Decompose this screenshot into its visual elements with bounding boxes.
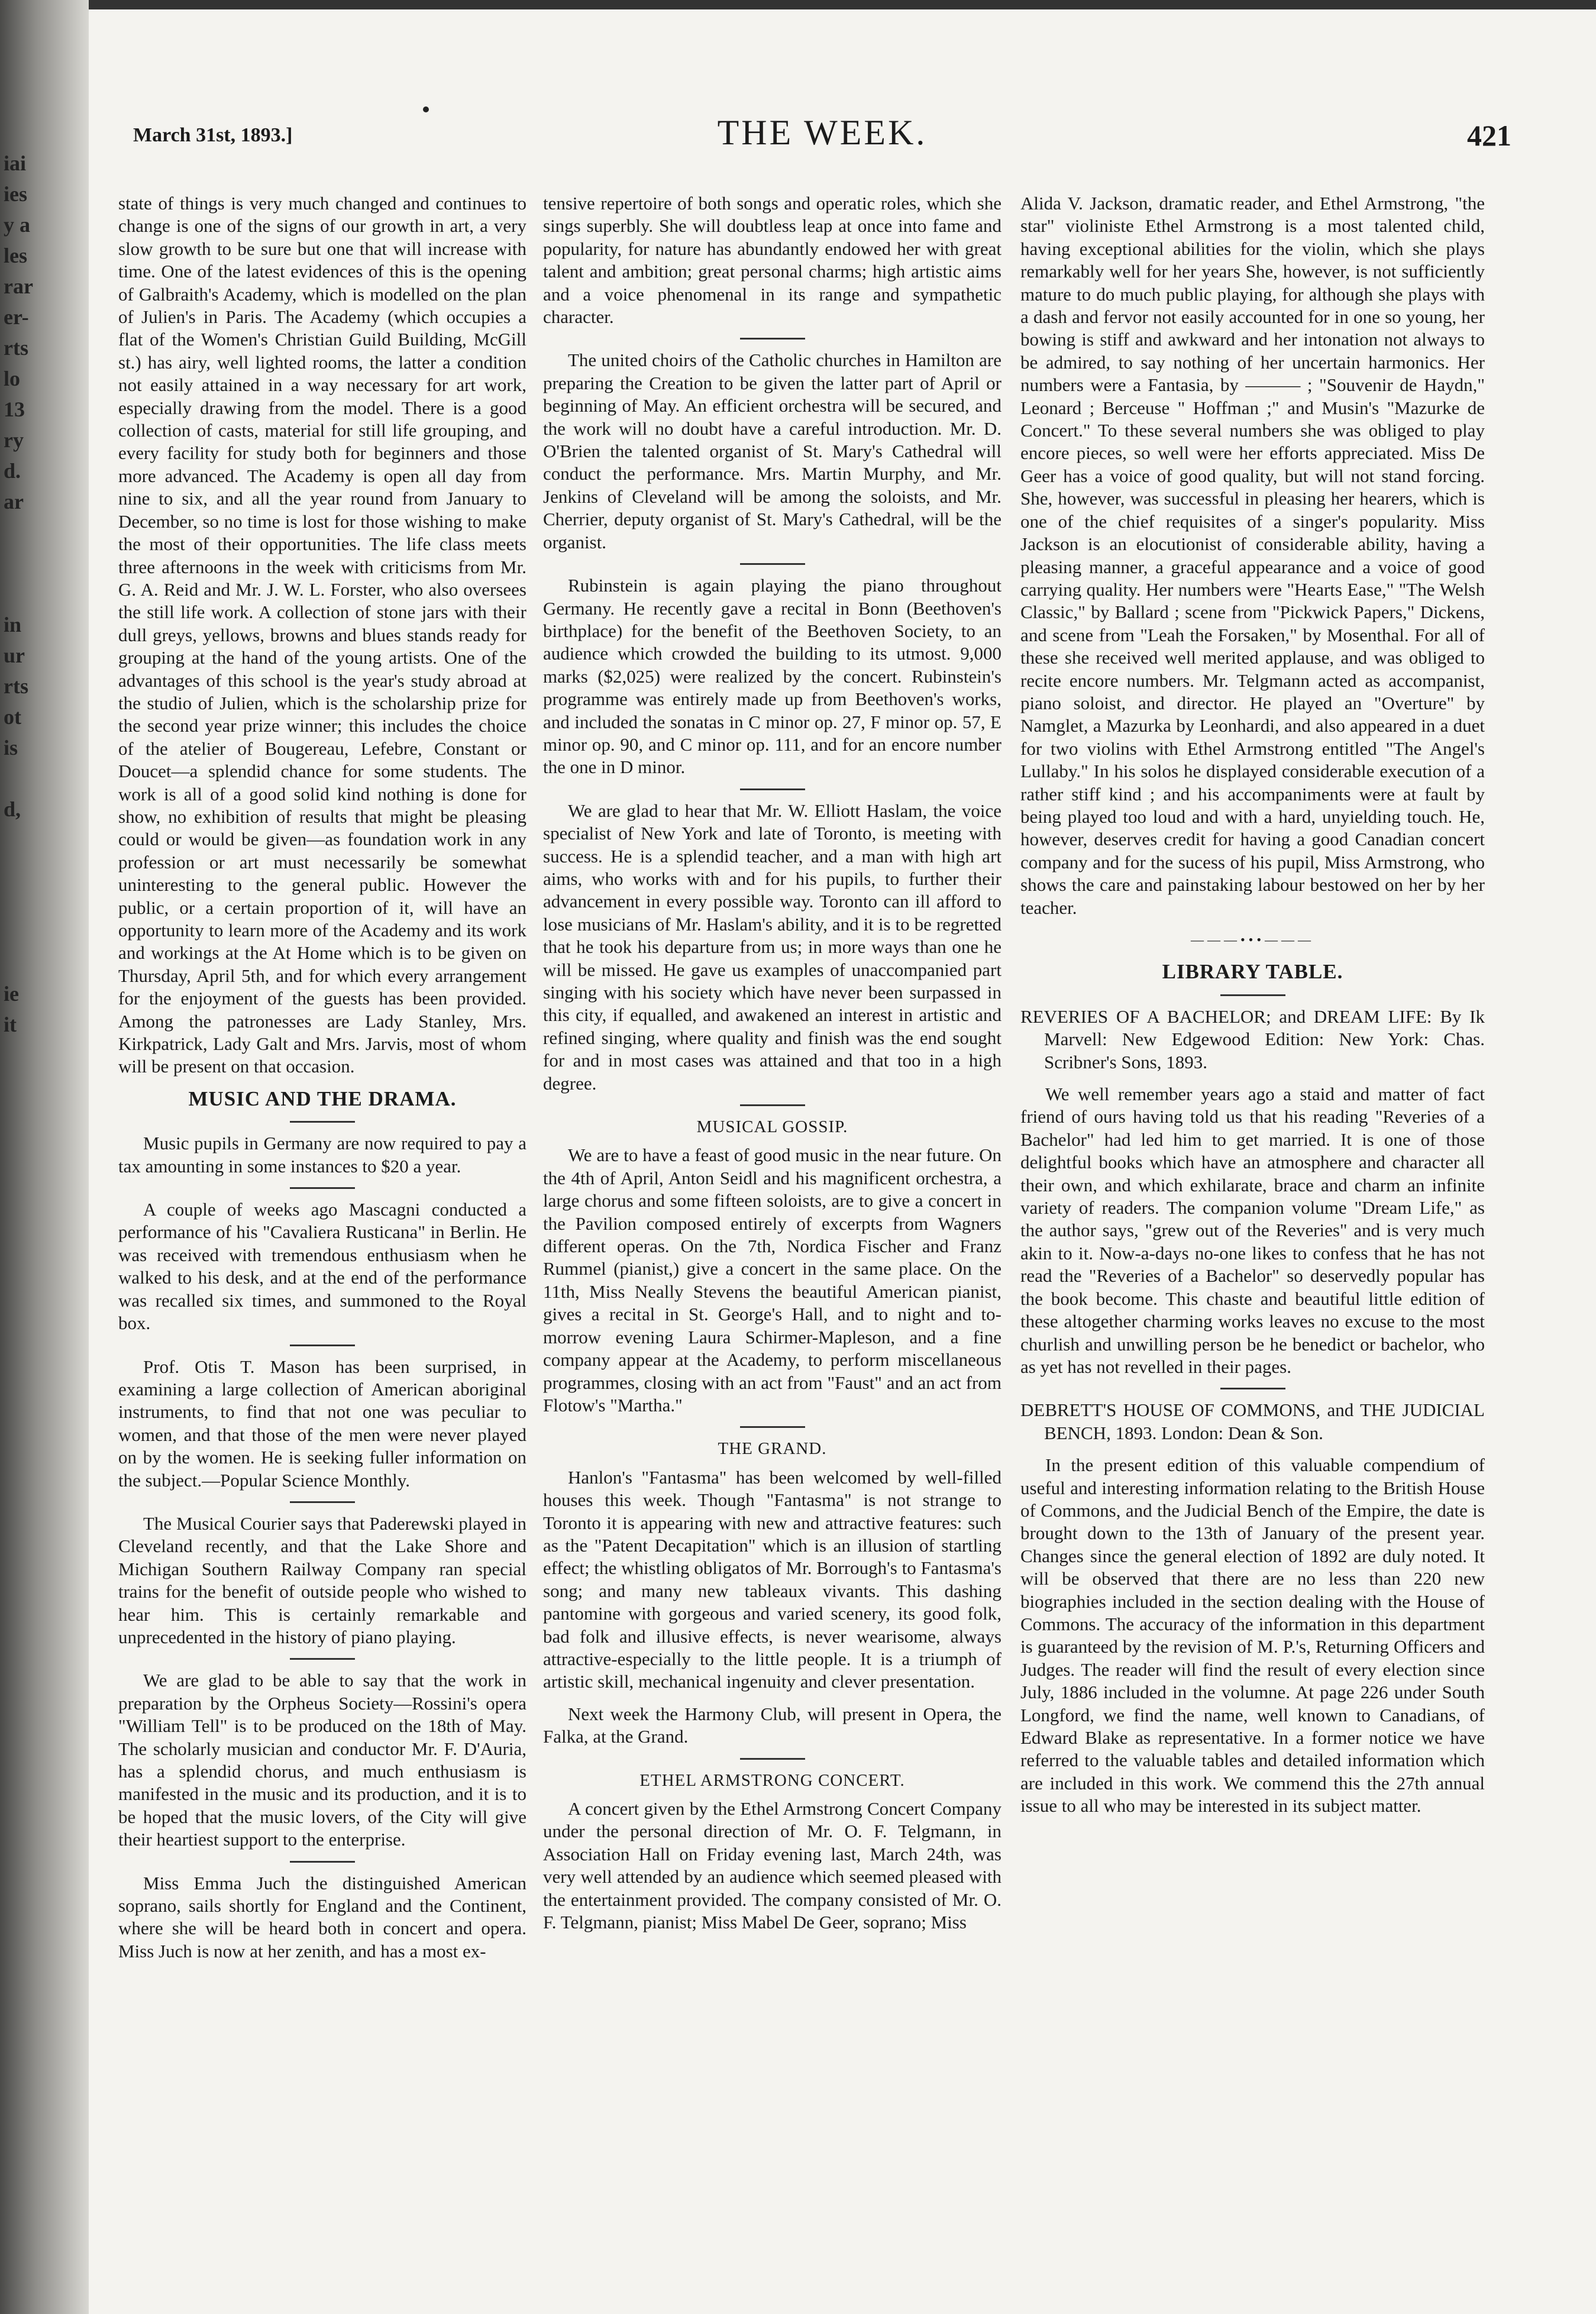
concert-paragraph: A concert given by the Ethel Armstrong Concert Company under the personal direction of Mr. O. F. Telgmann, in Association Hall on Friday evening last, March 24th, was very well attended by an audience which seemed pleased with the entertainment provided. The company consisted of Mr. O. F. Telgmann, pianist; Miss Mabel De Geer, soprano; Miss [543,1798,1001,1933]
divider [290,1187,355,1189]
column-right [1020,192,1485,2298]
divider [740,1104,805,1106]
ornament-divider: ———•••——— [1190,932,1315,947]
divider [290,1861,355,1863]
fantasma-paragraph: Hanlon's "Fantasma" has been welcomed by well-filled houses this week. Though "Fantasma" is not strange to Toronto it is appearing with new and attractive features: such as the "Patent Decapitation" which is an illusion of startling effect; the whistling obligatos of Mr. Borrough's to Fantasma's song; and many new tableaux vivants. This dashing pantomine with gorgeous and varied scenery, its good folk, bad folk and illusive effects, is never wearisome, always attractive-especially to the little people. It is a triumph of artistic skill, mechanical ingenuity and clever presentation. [543,1466,1001,1692]
section-heading-armstrong-concert: ETHEL ARMSTRONG CONCERT. [639,1770,905,1790]
section-heading-musical-gossip: MUSICAL GOSSIP. [696,1117,848,1137]
music-item-germany: Music pupils in Germany are now required to pay a tax amounting in some instances to $20 a year. [118,1133,526,1177]
music-item-paderewski: The Musical Courier says that Paderewski played in Cleveland recently, and that the Lake Shore and Michigan Southern Railway Company ran special trains for the benefit of outside people who wished to hear him. This is certainly remarkable and unprecedented in the history of piano playing. [118,1512,526,1647]
rubinstein-item: Rubinstein is again playing the piano throughout Germany. He recently gave a recital in Bonn (Beethoven's birthplace) for the benefit of the Beethoven Society, to an audience which crowded the building to its utmost. 9,000 marks ($2,025) were realized by the concert. Rubinstein's programme was entirely made up from Beethoven's works, and included the sonatas in C minor op. 27, F minor op. 57, E minor op. 90, and C minor op. 111, and for an encore number the one in D minor. [543,575,1001,778]
top-border [89,0,1596,9]
publication-title: THE WEEK. [717,113,928,152]
divider [290,1121,355,1123]
column-middle [543,192,1001,2298]
divider [740,1758,805,1760]
gossip-paragraph: We are to have a feast of good music in the near future. On the 4th of April, Anton Seidl and his magnificent orchestra, a large chorus and some fifteen soloists, are to give a concert in the Pavilion composed entirely of excerpts from Wagners different operas. On the 7th, Nordica Fischer and Franz Rummel (pianist,) give a concert in the same place. On the 11th, Miss Neally Stevens the beautiful American pianist, gives a recital in St. George's Hall, and to night and to-morrow evening Laura Schirmer-Mapleson, and a fine company appear at the Academy, to perform miscellaneous programmes, closing with an act from "Faust" and an act from Flotow's "Martha." [543,1145,1001,1415]
divider [290,1501,355,1503]
section-heading-music-drama: MUSIC AND THE DRAMA. [188,1087,457,1110]
hamilton-choirs: The united choirs of the Catholic churches in Hamilton are preparing the Creation to be given the latter part of April or beginning of May. An efficient orchestra will be secured, and the work will no doubt have a careful introduction. Mr. D. O'Brien the talented organist of St. Mary's Cathedral will conduct the performance. Mrs. Martin Murphy, and Mr. Jenkins of Cleveland will be among the soloists, and Mr. Cherrier, deputy organist of St. Mary's Cathedral, will be the organist. [543,350,1001,552]
divider [740,788,805,790]
section-heading-the-grand: THE GRAND. [718,1439,827,1459]
divider [740,1426,805,1428]
review-debrett: In the present edition of this valuable compendium of useful and interesting information relating to the British House of Commons, and the Judicial Bench of the Empire, the date is brought down to the 13th of January of the present year. Changes since the general election of 1892 are duly noted. It will be observed that there are no less than 220 new biographies included in the section dealing with the House of Commons. The accuracy of the information in this department is guaranteed by the revision of M. P.'s, Returning Officers and Judges. The reader will find the result of every election since July, 1886 included in the volumne. At page 226 under South Longford, we find the name, well known to Canadians, of Edward Blake as representative. In a former notice we have referred to the valuable tables and detailed information which are included in this work. We commend this the 27th annual issue to all who may be interested in its subject matter. [1020,1455,1485,1817]
haslam-item: We are glad to hear that Mr. W. Elliott Haslam, the voice specialist of New York and late of Toronto, is meeting with success. He is a splendid teacher, and a man with high art aims, who works with and for his pupils, to further their advancement in every possible way. Toronto can ill afford to lose musicians of Mr. Haslam's ability, and it is to be regretted that he took his departure from us; in more ways than one he will be missed. He gave us examples of unaccompanied part singing with his society which have never been surpassed in this city, if equalled, and awakened an interest in artistic and refined singing, where quality and finish was the end sought for and in most cases was attained and that too in a high degree. [543,800,1001,1094]
divider [740,338,805,340]
page-header [133,112,1511,177]
divider [1220,994,1285,996]
music-item-mason: Prof. Otis T. Mason has been surprised, in examining a large collection of American aboriginal instruments, to find that not one was peculiar to women, and that those of the men were never played on by the women. He is seeking fuller information on the subject.—Popular Science Monthly. [118,1356,526,1491]
concert-continued: Alida V. Jackson, dramatic reader, and Ethel Armstrong, "the star" violiniste Ethel Armstrong is a most talented child, having exceptional abilities for the violin, which she plays remarkably well for her years She, however, is not sufficiently mature to do much public playing, for although she plays with a dash and fervor not easily accounted for in one so young, her bowing is stiff and awkward and her intonation not always to be admired, to say nothing of her uncertain harmonics. Her numbers were a Fantasia, by ——— ; "Souvenir de Haydn," Leonard ; Berceuse " Hoffman ;" and Musin's "Mazurke de Concert." To these several numbers she was obliged to play encore pieces, so well were her efforts appreciated. Miss De Geer has a voice of good quality, but will not stand forcing. She, however, was successful in pleasing her hearers, which is one of the chief requisites of a singer's popularity. Miss Jackson is an elocutionist of considerable ability, having a pleasing manner, a graceful appearance and a voice of good carrying quality. Her numbers were "Hearts Ease," "The Welsh Classic," by Ballard ; scene from "Pickwick Papers," Dickens, and scene from "Leah the Forsaken," by Mosenthal. For all of these she received well merited applause, and was obliged to recite encore numbers. Mr. Telgmann acted as accompanist, piano soloist, and director. He played an "Overture" by Namglet, a Mazurka by Leonhardi, and also appeared in a duet for two violins with Ethel Armstrong entitled "The Angel's Lullaby." In his solos he displayed considerable execution of a rather stiff kind ; and his accompaniments were at fault by being played too loud and with a hard, unyielding touch. He, however, deserves credit for having a good Canadian concert company and for the sucess of his pupil, Miss Armstrong, who shows the care and painstaking labour bestowed on her by her teacher. [1020,193,1485,918]
music-item-mascagni: A couple of weeks ago Mascagni conducted a performance of his "Cavaliera Rusticana" in Berlin. He was received with tremendous enthusiasm when he walked to his desk, and at the end of the performance was recalled six times, and summoned to the Royal box. [118,1199,526,1334]
music-item-william-tell: We are glad to be able to say that the work in preparation by the Orpheus Society—Rossini's opera "William Tell" is to be produced on the 18th of May. The scholarly musician and conductor Mr. F. D'Auria, has a splendid chorus, and much enthusiasm is manifested in the music and its production, and it is to be hoped that the music lovers, of the City will give their heartiest support to the enterprise. [118,1670,526,1850]
section-heading-library-table: LIBRARY TABLE. [1162,960,1343,984]
divider [1220,1388,1285,1389]
music-item-juch: Miss Emma Juch the distinguished American soprano, sails shortly for England and the Continent, where she will be heard both in concert and opera. Miss Juch is now at her zenith, and has a most ex- [118,1872,526,1961]
divider [290,1345,355,1346]
juch-continued: tensive repertoire of both songs and operatic roles, which she sings superbly. She will doubtless leap at once into fame and popularity, for nature has abundantly endowed her with great talent and ambition; great personal charms; high artistic aims and a voice phenomenal in its range and sympathetic character. [543,193,1001,328]
divider [740,563,805,565]
academy-paragraph: state of things is very much changed and continues to change is one of the signs of our growth in art, a very slow growth to be sure but one that will increase with time. One of the latest evidences of this is the opening of Galbraith's Academy, which is modelled on the plan of Julien's in Paris. The Academy (which occupies a flat of the Women's Christian Guild Building, McGill st.) has airy, well lighted rooms, the latter a condition not easily attained in a way necessary for art work, especially drawing from the model. There is a good collection of casts, material for still life grouping, and every facility for study both for beginners and those more advanced. The Academy is open all day from nine to six, and all the year round from January to December, so no time is lost for those wishing to make the most of their opportunities. The life class meets three afternoons in the week with criticisms from Mr. G. A. Reid and Mr. J. W. L. Forster, who also oversees the still life work. A collection of stone jars with their dull greys, yellows, browns and blues stands ready for grouping at the hand of the young artists. One of the advantages of this school is the year's study abroad at the studio of Julien, which is the scholarship prize for the second year prize winner; this includes the choice of the atelier of Bougereau, Lefebre, Constant or Doucet—a splendid chance for some students. The work is all of a good solid kind nothing is done for show, no exhibition of results that might be pleasing could or would be given—as foundation work in any profession or art must necessarily be somewhat uninteresting to the general public. However the public, or a certain proportion of it, will have an opportunity to learn more of the Academy and its work and workings at the At Home which is to be given on Thursday, April 5th, and for which every arrangement for the enjoyment of the guests has been provided. Among the patronesses are Lady Stanley, Mrs. Kirkpatrick, Lady Galt and Mrs. Jarvis, most of whom will be present on that occasion. [118,193,526,1077]
book-title-reveries: REVERIES OF A BACHELOR; and DREAM LIFE: By Ik Marvell: New Edgewood Edition: New York: Chas. Scribner's Sons, 1893. [1020,1006,1485,1072]
ink-speck [423,106,429,112]
divider [290,1658,355,1660]
column-left [118,192,526,2298]
previous-page-fragments: iai ies y a les rar er- rts lo 13 ry d. ar in ur rts ot is d, ie it [4,151,33,1036]
book-title-debrett: DEBRETT'S HOUSE OF COMMONS, and THE JUDICIAL BENCH, 1893. London: Dean & Son. [1020,1400,1485,1443]
issue-date: March 31st, 1893.] [133,124,293,146]
review-reveries: We well remember years ago a staid and matter of fact friend of ours having told us that his reading "Reveries of a Bachelor" had led him to get married. It is one of those delightful books which have an atmosphere and character all their own, and which exhilarate, brace and charm an infinite variety of readers. The companion volume "Dream Life," as the author says, "grew out of the Reveries" and is very much akin to it. Now-a-days no-one likes to confess that he has not read the "Reveries of a Bachelor" so deservedly popular has the book become. This chaste and beautiful little edition of these altogether charming works leaves no excuse to the most churlish and unwilling person be he benedict or bachelor, who as yet has not revelled in their pages. [1020,1084,1485,1377]
binding-gutter [0,0,89,2314]
page-number: 421 [1467,119,1511,152]
harmony-club-paragraph: Next week the Harmony Club, will present in Opera, the Falka, at the Grand. [543,1703,1001,1747]
